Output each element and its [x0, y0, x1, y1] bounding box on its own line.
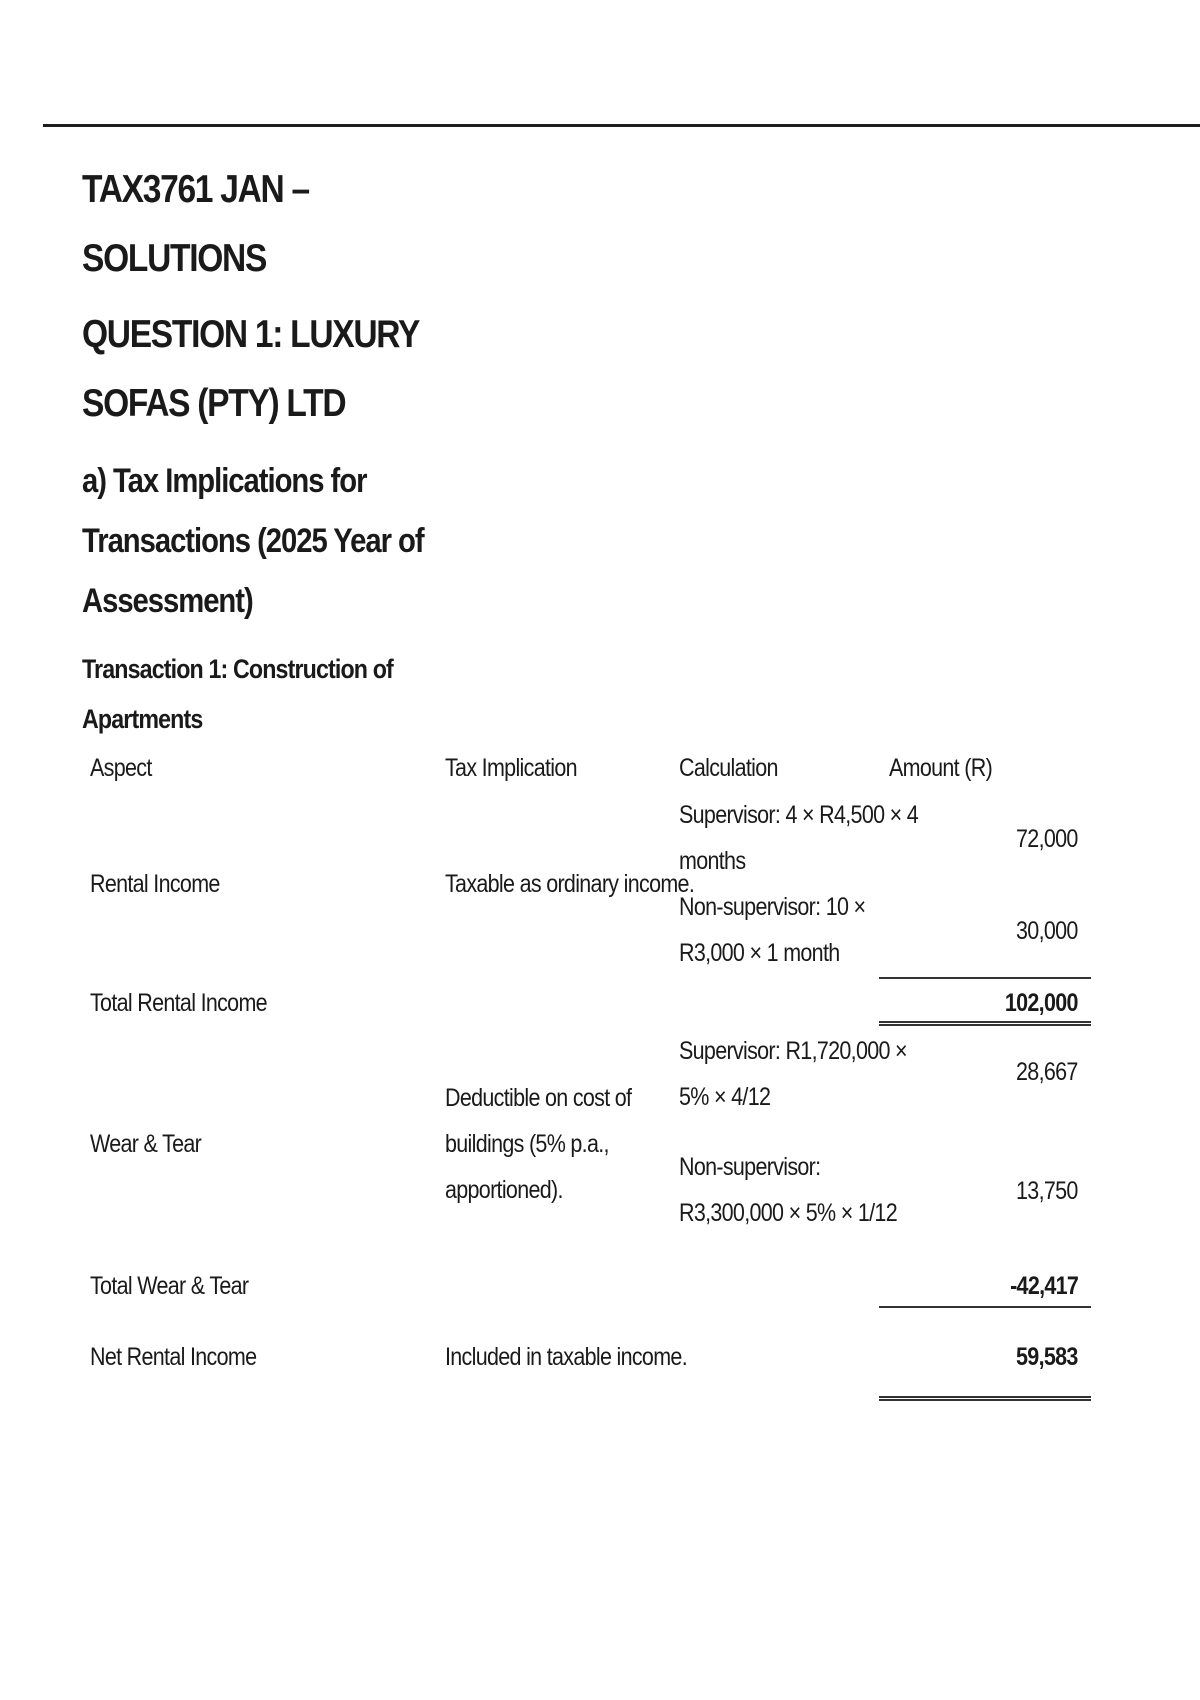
- net-rental-income-aspect: Net Rental Income: [90, 1343, 257, 1371]
- header-tax-implication: Tax Implication: [445, 754, 577, 782]
- wear-tear-implication-line-1: Deductible on cost of: [445, 1084, 632, 1112]
- net-rental-income-amount: 59,583: [1016, 1343, 1078, 1371]
- wear-calc-1-line-1: Supervisor: R1,720,000 ×: [679, 1037, 907, 1065]
- transaction-heading-line-1: Transaction 1: Construction of: [82, 654, 393, 684]
- header-aspect: Aspect: [90, 754, 152, 782]
- doc-title-line-1: TAX3761 JAN –: [82, 168, 309, 211]
- wear-tear-implication-line-3: apportioned).: [445, 1176, 563, 1204]
- rental-income-aspect: Rental Income: [90, 870, 220, 898]
- header-amount: Amount (R): [889, 754, 993, 782]
- total-wear-tear-amount: -42,417: [1009, 1272, 1078, 1300]
- final-double-rule: [879, 1396, 1091, 1401]
- net-rule: [879, 1306, 1091, 1308]
- question-heading-line-1: QUESTION 1: LUXURY: [82, 313, 420, 356]
- section-heading-line-3: Assessment): [82, 582, 253, 620]
- top-divider: [43, 124, 1200, 127]
- wear-amount-1: 28,667: [1016, 1058, 1078, 1086]
- section-heading-line-2: Transactions (2025 Year of: [82, 522, 424, 560]
- rental-calc-2-line-1: Non-supervisor: 10 ×: [679, 893, 866, 921]
- total-rental-income-aspect: Total Rental Income: [90, 989, 267, 1017]
- question-heading-line-2: SOFAS (PTY) LTD: [82, 382, 346, 425]
- wear-tear-implication-line-2: buildings (5% p.a.,: [445, 1130, 609, 1158]
- doc-title-line-2: SOLUTIONS: [82, 237, 267, 280]
- subtotal-rule: [879, 977, 1091, 979]
- transaction-heading-line-2: Apartments: [82, 704, 203, 734]
- wear-amount-2: 13,750: [1016, 1177, 1078, 1205]
- total-double-rule: [879, 1021, 1091, 1026]
- wear-calc-2-line-2: R3,300,000 × 5% × 1/12: [679, 1199, 897, 1227]
- rental-amount-1: 72,000: [1016, 825, 1078, 853]
- total-wear-tear-aspect: Total Wear & Tear: [90, 1272, 249, 1300]
- header-calculation: Calculation: [679, 754, 778, 782]
- net-rental-income-implication: Included in taxable income.: [445, 1343, 687, 1371]
- rental-amount-2: 30,000: [1016, 917, 1078, 945]
- wear-tear-aspect: Wear & Tear: [90, 1130, 202, 1158]
- rental-calc-2-line-2: R3,000 × 1 month: [679, 939, 840, 967]
- rental-calc-1-line-2: months: [679, 847, 746, 875]
- wear-calc-2-line-1: Non-supervisor:: [679, 1153, 821, 1181]
- section-heading-line-1: a) Tax Implications for: [82, 462, 367, 500]
- total-rental-income-amount: 102,000: [1005, 989, 1078, 1017]
- wear-calc-1-line-2: 5% × 4/12: [679, 1083, 771, 1111]
- rental-calc-1-line-1: Supervisor: 4 × R4,500 × 4: [679, 801, 919, 829]
- rental-income-implication: Taxable as ordinary income.: [445, 870, 695, 898]
